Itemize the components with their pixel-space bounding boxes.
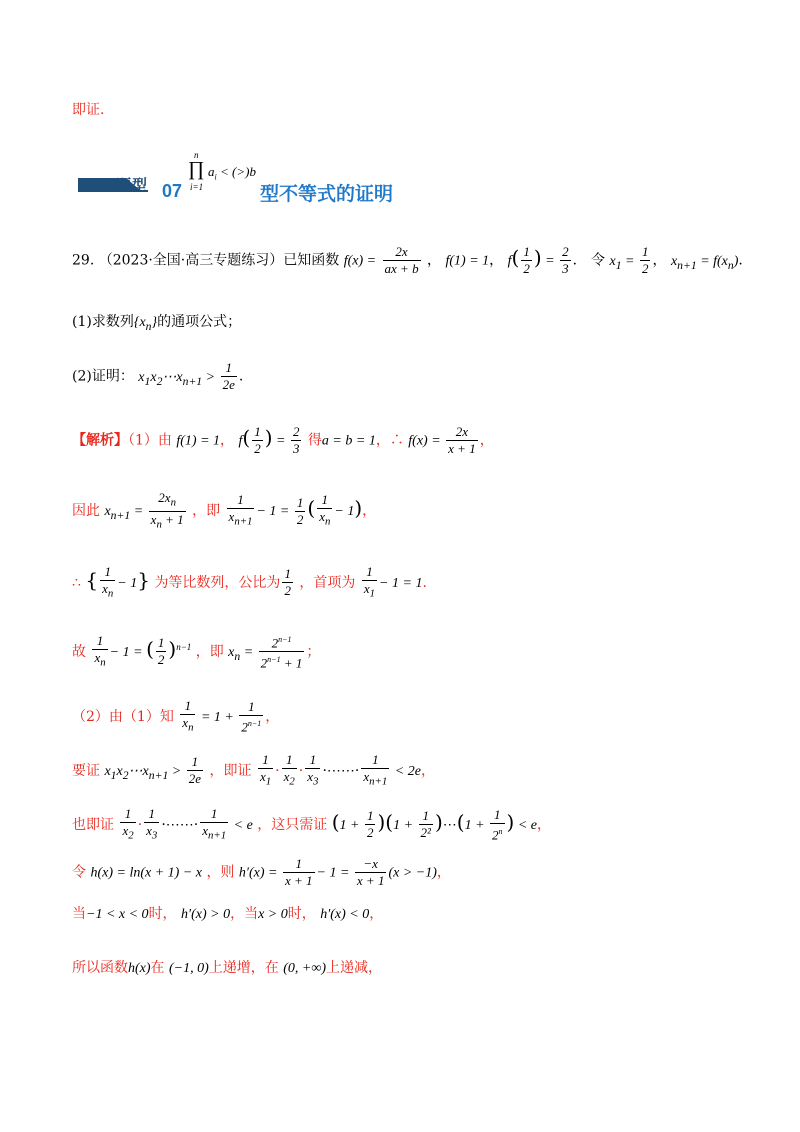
solution-line-6: 要证 $x_1x_2\cdots x_{n+1}$ > $\frac{1}{2e}$ ，即证 $\frac{1}{x_1}$ · $\frac{1}{x_2}$ · $\frac{1}{x_3}$ ·⋯⋯· $\frac{1}{x_{n+1}}$ < 2e，	[72, 752, 435, 788]
product-lower-limit: i=1	[190, 182, 204, 192]
top-line: 即证.	[72, 102, 105, 118]
solution-line-1: 【解析】（1）由 f(1) = 1， f( $\frac{1}{2}$ ) = $\frac{2}{3}$ 得a = b = 1，∴ f(x) = $\frac{2x}{x + 1}$ ，	[72, 424, 494, 456]
section-title: 型不等式的证明	[260, 183, 394, 205]
solution-line-8: 令 h(x) = ln(x + 1) − x ，则 h′(x) = $\frac{1}{x + 1}$ − 1 = $\frac{-x}{x + 1}$ (x > −1)，	[72, 856, 451, 888]
solution-line-4: 故 $\frac{1}{x_n}$ − 1 = ( $\frac{1}{2}$ )$^{n-1}$ ，即 $x_n$ = $\frac{2^{n-1}}{2^{n-1} + 1}$ ；	[72, 633, 321, 671]
section-badge-label: 题型	[116, 176, 149, 194]
solution-line-3: ∴ { $\frac{1}{x_n}$ − 1} 为等比数列，公比为 $\frac{1}{2}$ ，首项为 $\frac{1}{x_1}$ − 1 = 1.	[72, 564, 427, 600]
solution-line-10: 所以函数h(x)在 (−1, 0)上递增，在 (0, +∞)上递减，	[72, 960, 382, 976]
problem-statement: 29. （2023·全国·高三专题练习）已知函数 f(x) = $\frac{2x}{ax + b}$ ， f(1) = 1， f( $\frac{1}{2}$ ) = $\frac{2}{3}$ ． 令 $x_1$ = $\frac{1}{2}$ ， $x_{n+1} = f(x_n)$.	[72, 244, 743, 276]
solution-line-7: 也即证 $\frac{1}{x_2}$ · $\frac{1}{x_3}$ ·⋯⋯· $\frac{1}{x_{n+1}}$ < e ，这只需证 (1 + $\frac{1}{2}$ )(1 + $\frac{1}{\text{2²}}$ )⋯(1 + $\frac{1}{2^n}$ ) < e，	[72, 806, 552, 842]
section-number: 07	[162, 181, 183, 201]
problem-part-1: (1)求数列$\{x_n\}$的通项公式；	[72, 314, 242, 333]
product-symbol: ∏	[188, 158, 205, 180]
section-header: 题型 07 n ∏ i=1 $a_i < (>)b$ 型不等式的证明	[78, 150, 498, 206]
solution-line-9: 当−1 < x < 0时， h′(x) > 0，当x > 0时， h′(x) < 0，	[72, 906, 384, 922]
problem-part-2: (2)证明： $x_1x_2\cdots x_{n+1}$ > $\frac{1}{2e}$ .	[72, 360, 244, 392]
solution-line-5: （2）由（1）知 $\frac{1}{x_n}$ = 1 + $\frac{1}{2^{n-1}}$ ，	[72, 698, 280, 734]
solution-line-2: 因此 $x_{n+1}$ = $\frac{2x_n}{x_n + 1}$ ，即 $\frac{1}{x_{n+1}}$ − 1 = $\frac{1}{2}$ ( $\frac{1}{x_n}$ − 1)，	[72, 490, 377, 531]
product-upper-limit: n	[194, 150, 199, 160]
